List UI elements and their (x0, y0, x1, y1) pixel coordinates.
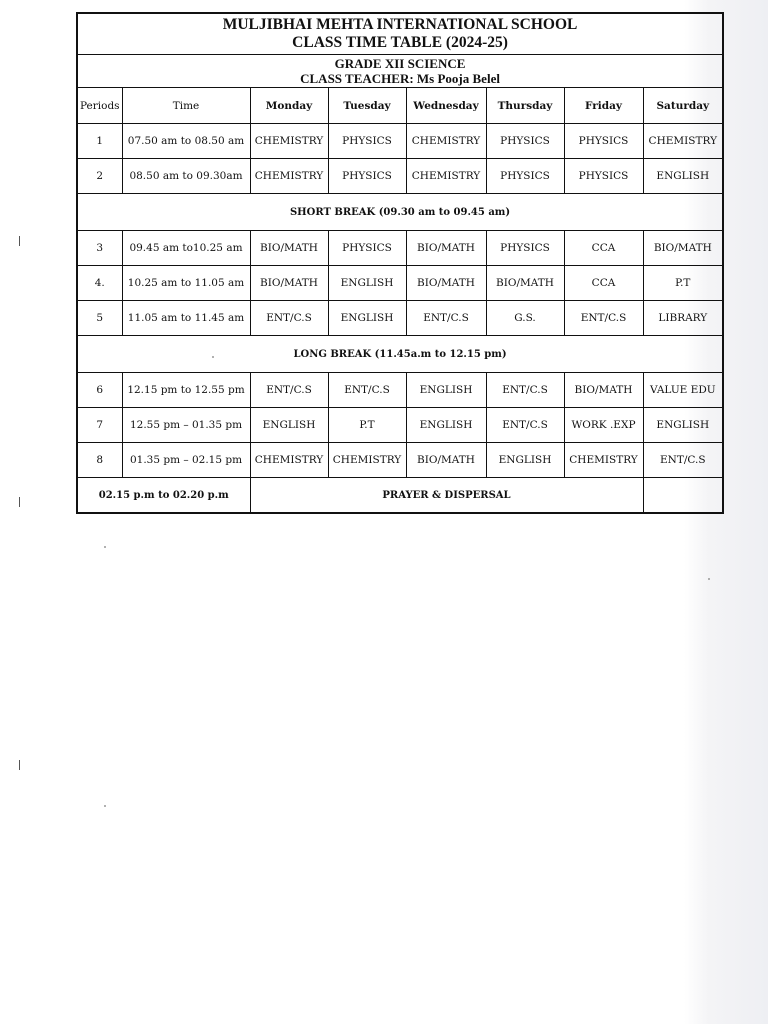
period-row (77, 124, 723, 159)
subject-cell: ENT/C.S (486, 408, 564, 443)
period-number: 4. (77, 266, 122, 301)
subject-cell: ENT/C.S (250, 301, 328, 336)
subject-cell: BIO/MATH (250, 266, 328, 301)
subject-cell: CHEMISTRY (250, 443, 328, 478)
scan-speck (104, 805, 106, 807)
scan-mark (19, 236, 20, 246)
subject-cell: P.T (328, 408, 406, 443)
period-number: 6 (77, 373, 122, 408)
subject-cell: BIO/MATH (486, 266, 564, 301)
period-row (77, 373, 723, 408)
subject-cell: CCA (564, 266, 643, 301)
school-name: MULJIBHAI MEHTA INTERNATIONAL SCHOOL (222, 16, 578, 33)
period-row (77, 159, 723, 194)
day-header-saturday: Saturday (643, 88, 723, 124)
subject-cell: ENT/C.S (643, 443, 723, 478)
subject-cell: WORK .EXP (564, 408, 643, 443)
subject-cell: ENGLISH (406, 373, 486, 408)
subject-cell: CHEMISTRY (328, 443, 406, 478)
period-time: 12.15 pm to 12.55 pm (122, 373, 250, 408)
time-header: Time (122, 88, 250, 124)
subject-cell: CHEMISTRY (564, 443, 643, 478)
day-header-thursday: Thursday (486, 88, 564, 124)
period-time: 08.50 am to 09.30am (122, 159, 250, 194)
subject-cell: ENGLISH (643, 408, 723, 443)
day-header-tuesday: Tuesday (328, 88, 406, 124)
subject-cell: ENT/C.S (250, 373, 328, 408)
dispersal-row (77, 478, 723, 514)
subject-cell: P.T (643, 266, 723, 301)
empty-cell (643, 478, 723, 514)
subject-cell: ENT/C.S (328, 373, 406, 408)
dispersal-label: PRAYER & DISPERSAL (250, 478, 643, 514)
period-row (77, 443, 723, 478)
subject-cell: CHEMISTRY (250, 159, 328, 194)
subject-cell: ENT/C.S (406, 301, 486, 336)
subject-cell: BIO/MATH (406, 443, 486, 478)
subject-cell: VALUE EDU (643, 373, 723, 408)
long-break-row (77, 336, 723, 373)
subject-cell: ENGLISH (328, 266, 406, 301)
period-time: 01.35 pm – 02.15 pm (122, 443, 250, 478)
school-header (77, 13, 723, 55)
day-header-monday: Monday (250, 88, 328, 124)
subject-cell: ENT/C.S (486, 373, 564, 408)
period-row (77, 231, 723, 266)
timetable-title: CLASS TIME TABLE (2024-25) (292, 34, 508, 51)
subject-cell: PHYSICS (328, 124, 406, 159)
subject-cell: CHEMISTRY (406, 159, 486, 194)
subject-cell: CHEMISTRY (406, 124, 486, 159)
subject-cell: CHEMISTRY (643, 124, 723, 159)
period-number: 8 (77, 443, 122, 478)
subject-cell: PHYSICS (564, 124, 643, 159)
subject-cell: PHYSICS (564, 159, 643, 194)
subject-cell: PHYSICS (328, 231, 406, 266)
grade-header (77, 55, 723, 88)
subject-cell: G.S. (486, 301, 564, 336)
short-break-label: SHORT BREAK (09.30 am to 09.45 am) (77, 194, 723, 231)
period-number: 1 (77, 124, 122, 159)
column-header-row (77, 88, 723, 124)
subject-cell: ENT/C.S (564, 301, 643, 336)
period-time: 10.25 am to 11.05 am (122, 266, 250, 301)
subject-cell: ENGLISH (250, 408, 328, 443)
subject-cell: BIO/MATH (564, 373, 643, 408)
periods-header: Periods (77, 88, 122, 124)
period-time: 12.55 pm – 01.35 pm (122, 408, 250, 443)
period-row (77, 408, 723, 443)
short-break-row (77, 194, 723, 231)
subject-cell: PHYSICS (486, 231, 564, 266)
subject-cell: ENGLISH (406, 408, 486, 443)
day-header-wednesday: Wednesday (406, 88, 486, 124)
class-teacher: CLASS TEACHER: Ms Pooja Belel (300, 71, 500, 86)
subject-cell: ENGLISH (643, 159, 723, 194)
subject-cell: CHEMISTRY (250, 124, 328, 159)
subject-cell: PHYSICS (486, 159, 564, 194)
period-row (77, 301, 723, 336)
scan-speck (104, 546, 106, 548)
scan-speck (708, 578, 710, 580)
period-number: 5 (77, 301, 122, 336)
period-time: 11.05 am to 11.45 am (122, 301, 250, 336)
long-break-label: LONG BREAK (11.45a.m to 12.15 pm) (77, 336, 723, 373)
scan-mark (19, 497, 20, 507)
subject-cell: BIO/MATH (406, 266, 486, 301)
subject-cell: ENGLISH (486, 443, 564, 478)
subject-cell: LIBRARY (643, 301, 723, 336)
timetable (76, 12, 724, 514)
subject-cell: BIO/MATH (406, 231, 486, 266)
subject-cell: ENGLISH (328, 301, 406, 336)
period-time: 09.45 am to10.25 am (122, 231, 250, 266)
grade-label: GRADE XII SCIENCE (334, 56, 466, 71)
dispersal-time: 02.15 p.m to 02.20 p.m (77, 478, 250, 514)
period-time: 07.50 am to 08.50 am (122, 124, 250, 159)
period-number: 3 (77, 231, 122, 266)
period-number: 2 (77, 159, 122, 194)
subject-cell: PHYSICS (486, 124, 564, 159)
subject-cell: CCA (564, 231, 643, 266)
subject-cell: BIO/MATH (250, 231, 328, 266)
subject-cell: BIO/MATH (643, 231, 723, 266)
day-header-friday: Friday (564, 88, 643, 124)
scan-mark (19, 760, 20, 770)
period-number: 7 (77, 408, 122, 443)
subject-cell: PHYSICS (328, 159, 406, 194)
period-row (77, 266, 723, 301)
